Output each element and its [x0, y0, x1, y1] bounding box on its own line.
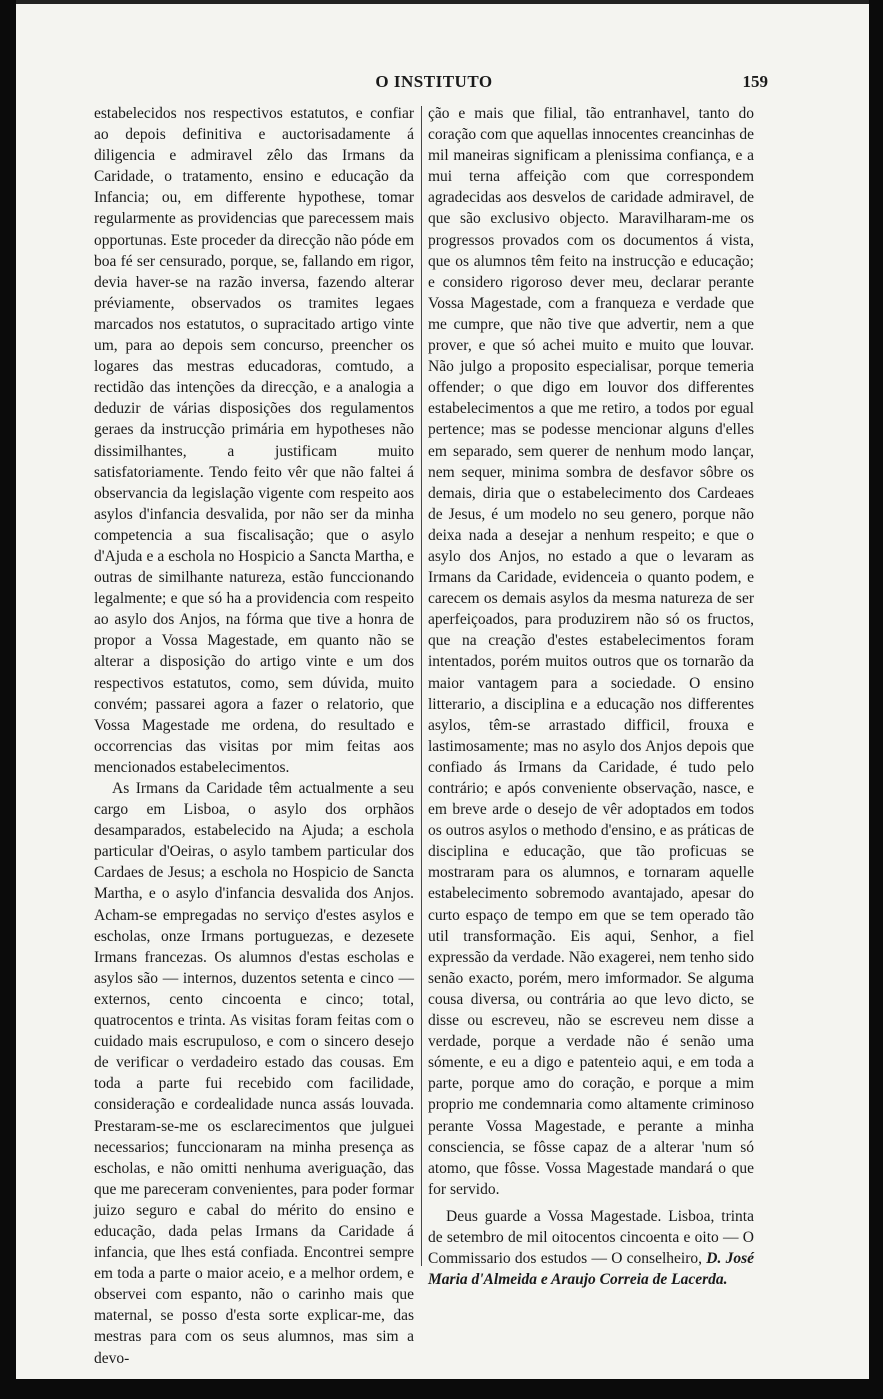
- closing-signature: [428, 1206, 754, 1290]
- scan-border-top: [0, 0, 883, 4]
- running-head: [96, 70, 772, 96]
- left-paragraph-2: As Irmans da Caridade têm actualmente a seu cargo em Lisboa, o asylo dos orphãos desamparados, estabelecido na Ajuda; a eschola particular d'Oeiras, o asylo tambem particular dos Cardaes de Jesus; a eschola no Hospicio de Sancta Martha, e o asylo d'infancia desvalida dos Anjos. Acham-se empregadas no serviço d'estes asylos e escholas, onze Irmans portuguezas, e dezesete Irmans francezas. Os alumnos d'estas escholas e asylos são — internos, duzentos setenta e cinco — externos, cento cincoenta e cinco; total, quatrocentos e trinta. As visitas foram feitas com o cuidado mais escrupuloso, e com o sincero desejo de verificar o verdadeiro estado das cousas. Em toda a parte fui recebido com facilidade, consideração e cordealidade nunca assás louvada. Prestaram-se-me os esclarecimentos que julguei necessarios; funccionaram na minha presença as escholas, e não omitti nenhuma averiguação, das que me pareceram convenientes, para poder formar juizo seguro e cabal do mérito do ensino e educação, dada pelas Irmans da Caridade á infancia, que lhes está confiada. Encontrei sempre em toda a parte o maior aceio, e a melhor ordem, e observei com espanto, não o carinho mais que maternal, se posso d'esta sorte explicar-me, das mestras para com os seus alumnos, mas sim a devo-: [94, 780, 414, 1367]
- journal-title: O INSTITUTO: [375, 72, 493, 91]
- scan-border-left: [0, 0, 16, 1399]
- signatory-name: D. José Maria d'Almeida e Araujo Correia de Lacerda.: [428, 1250, 755, 1289]
- signature-text: Deus guarde a Vossa Magestade. Lisboa, trinta de setembro de mil oitocentos cincoenta e oito — O Commissario dos estudos — O conselheiro,: [428, 1207, 754, 1268]
- page-number: 159: [742, 72, 768, 91]
- right-column: [428, 103, 754, 1290]
- scan-border-bottom: [0, 1379, 883, 1399]
- scan-border-right: [869, 0, 883, 1399]
- left-paragraph-1: estabelecidos nos respectivos estatutos, e confiar ao depois definitiva e auctorisadamente á diligencia e admiravel zêlo das Irmans da Caridade, o tratamento, ensino e educação da Infancia; ou, em differente hypothese, tomar regularmente as providencias que parecessem mais opportunas. Este proceder da direcção não póde em boa fé ser censurado, porque, se, fallando em rigor, devia haver-se na razão inversa, fazendo alterar préviamente, observados os tramites legaes marcados nos estatutos, o supracitado artigo vinte um, para ao depois sem concurso, preencher os logares das mestras educadoras, comtudo, a rectidão das intenções da direcção, e a analogia a deduzir de várias disposições dos regulamentos geraes da instrucção primária em hypotheses não dissimilhantes, a justificam muito satisfatoriamente. Tendo feito vêr que não faltei á observancia da legislação vigente com respeito aos asylos d'infancia desvalida, por não ser da minha competencia a sua fiscalisação; que o asylo d'Ajuda e a eschola no Hospicio a Sancta Martha, e outras de similhante natureza, estão funccionando legalmente; e que só ha a providencia com respeito ao asylo dos Anjos, na fórma que tive a honra de propor a Vossa Magestade, em quanto não se alterar a disposição do artigo vinte e um dos respectivos estatutos, como, sem dúvida, muito convém; passarei agora a fazer o relatorio, que Vossa Magestade me ordena, do resultado e occorrencias das visitas por mim feitas aos mencionados estabelecimentos.: [94, 105, 414, 776]
- left-column: [94, 103, 414, 1369]
- right-paragraph-1: ção e mais que filial, tão entranhavel, tanto do coração com que aquellas innocentes creancinhas de mil maneiras significam a plenissima confiança, e a mui terna affeição com que correspondem agradecidas aos desvelos de caridade admiravel, de que são exclusivo objecto. Maravilharam-me os progressos provados com os documentos á vista, que os alumnos têm feito na instrucção e educação; e considero rigoroso dever meu, declarar perante Vossa Magestade, com a franqueza e verdade que me cumpre, que não tive que advertir, nem a que prover, e que só achei muito e muito que louvar. Não julgo a proposito especialisar, porque temeria offender; o que digo em louvor dos differentes estabelecimentos a que me retiro, a todos por egual pertence; mas se podesse mencionar alguns d'elles em separado, sem querer de nenhum modo lançar, nem sequer, minima sombra de desfavor sôbre os demais, diria que o estabelecimento dos Cardeaes de Jesus, é um modelo no seu genero, porque não deixa nada a desejar a nenhum respeito; e que o asylo dos Anjos, no estado a que o levaram as Irmans da Caridade, evidenceia o quanto podem, e carecem os demais asylos da mesma natureza de ser aperfeiçoados, para produzirem não só os fructos, que na creação d'estes estabelecimentos foram intentados, porém muitos outros que os tornarão da maior vantagem para a sociedade. O ensino litterario, a disciplina e a educação nos differentes asylos, têm-se arrastado difficil, frouxa e lastimosamente; mas no asylo dos Anjos depois que confiado ás Irmans da Caridade, é tudo pelo contrário; e após conveniente observação, nasce, e em breve arde o desejo de vêr adoptados em todos os outros asylos o methodo d'ensino, e as práticas de disciplina e educação, que tão proficuas se mostraram para os alumnos, e tornaram aquelle estabelecimento sobremodo avantajado, apesar do curto espaço de tempo em que se tem operado tão util transformação. Eis aqui, Senhor, a fiel expressão da verdade. Não exagerei, nem tenho sido senão exacto, porém, mero imformador. Se alguma cousa diversa, ou contrária ao que levo dicto, se disse ou escreveu, não se escreveu nem disse a verdade, porque a verdade não é senão uma sómente, e eu a digo e patenteio aqui, e em toda a parte, porque amo do coração, e porque a mim proprio me condemnaria como altamente criminoso perante Vossa Magestade, e perante a minha consciencia, se fôsse capaz de a alterar 'num só atomo, que fôsse. Vossa Magestade mandará o que for servido.: [428, 105, 754, 1198]
- column-divider: [421, 106, 422, 1266]
